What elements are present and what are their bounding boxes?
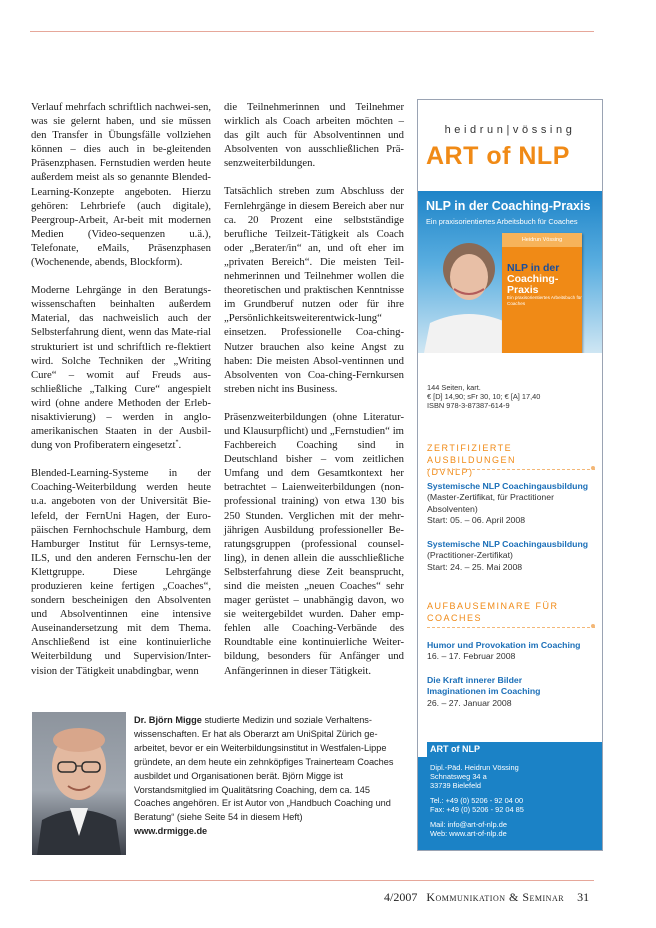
paragraph: Blended-Learning-Systeme in der Coaching-Weiterbildung werden heute u.a. angeboten von der Universität Bie-lefeld, der FernUni Hagen, der Euro-päischen Fernhochschule Hamburg, dem Hamburger Institut für Lernsys-teme, ILS, und den anderen Fernschu-len der Klettgruppe. Diese Lehrgänge produzieren keine fertigen „Coaches“, sondern bescheinigen den Absolventen und Absolventinnen eine intensive Auseinandersetzung mit dem Thema. Anschließend ist eine kontinuierliche Weiterbildung und Supervision/Inter-vision der Tätigkeit unabdingbar, wenn bbox=[31, 467, 211, 677]
contact-web-link[interactable]: Web: www.art-of-nlp.de bbox=[430, 829, 507, 838]
author-bio bbox=[134, 714, 404, 839]
contact-heading: ART of NLP bbox=[427, 742, 530, 757]
section-heading-certified: ZERTIFIZIERTE AUSBILDUNGEN (DVNLP) bbox=[427, 443, 517, 477]
course-item: Systemische NLP Coachingausbildung (Master-Zertifikat, für Practitioner Absolventen) Start: 05. – 06. April 2008 bbox=[427, 481, 589, 526]
advertisement bbox=[417, 99, 603, 851]
author-url-link[interactable]: www.drmigge.de bbox=[134, 826, 208, 837]
course-item: Systemische NLP Coachingausbildung (Practitioner-Zertifikat) Start: 24. – 25. Mai 2008 bbox=[427, 539, 589, 572]
paragraph: Verlauf mehrfach schriftlich nachwei-sen, was sie gelernt haben, und sie müssen den Transfer in Übungsfälle vollziehen können – dies auch in be-gleitenden Präsenzphasen. Fernstudien werden heute außerdem meist als so genannte Blended-Learning-Konzepte angeboten. Hierzu gehören: Lehrbriefe (auch digitale), Peergroup-Arbeit, Ar-beit mit modernen Medien (Video-sequenzen u.ä.), Telefonate, eMails, Präsenzphasen (Wochenende, abends, Blockform). bbox=[31, 101, 211, 269]
book-author: Heidrun Vössing bbox=[502, 233, 582, 247]
paragraph: Tatsächlich streben zum Abschluss der Fernlehrgänge in diesem Bereich aber nur ca. 20 Prozent eine selbstständige berufliche Teilzeit-Tätigkeit als Coach oder „Berater/in“ an, und oft eher im „privaten Bereich“. Die meisten Teil-nehmerinnen und Teilnehmer wollen die theoretischen und praktischen Kenntnisse im Grundberuf nutzen oder für ihre „Persönlichkeitsweiterentwick-lung“ einsetzen. Professionelle Coa-ching-Nutzer brauchen also keine Angst zu haben: Die meisten Absol-ventinnen und Absolventen von Coa-ching-Fernkursen streben nicht ins Business. bbox=[224, 185, 404, 395]
course-item: Die Kraft innerer Bilder Imaginationen im Coaching 26. – 27. Januar 2008 bbox=[427, 675, 541, 708]
contact-mail-link[interactable]: Mail: info@art-of-nlp.de bbox=[430, 820, 507, 829]
paragraph: Moderne Lehrgänge in den Beratungs-wissenschaften beinhalten außerdem Material, das nachweislich auch der Selbsterfahrung dient, wenn das Mate-rial strukturiert ist und schriftlich re-flektiert wird. Solche Techniken der „Writing Cure“ – womit auf Freuds aus-schließliche „Talking Cure“ angespielt wird (ohne andere Methoden der Erleb-nisaktivierung) – werden in anglo-amerikanischen Staaten in der Ausbil-dung von Profiberatern eingesetzt*. bbox=[31, 284, 211, 452]
banner-subtitle: Ein praxisorientiertes Arbeitsbuch für Coaches bbox=[426, 217, 578, 226]
ad-brand: heidrun|vössing bbox=[444, 124, 576, 136]
page-footer bbox=[384, 890, 589, 905]
divider bbox=[427, 469, 595, 470]
author-bio-text: studierte Medizin und soziale Verhaltens-wissenschaften. Er hat als Oberarzt am UniSpital Zürich ge-arbeitet, bevor er ein Weiterbildungsinstitut in Westfalen-Lippe gründete, an dem heute ein zehnköpfiges Trainerteam Coaches ausbildet und Organisationen berät. Björn Migge ist Vorstandsmitglied im Qualitätsring Coaching, dem ca. 145 Coaches angehören. Er ist Autor von „Handbuch Coaching und Beratung“ (siehe Seite 54 in diesem Heft) bbox=[134, 715, 394, 823]
banner-title: NLP in der Coaching-Praxis bbox=[426, 199, 591, 213]
portrait-icon bbox=[32, 712, 126, 855]
author-photo bbox=[32, 712, 126, 855]
contact-bar bbox=[530, 742, 602, 757]
author-portrait-icon bbox=[424, 231, 514, 353]
article-column-1 bbox=[31, 100, 211, 692]
book-title: NLP in der Coaching-Praxis bbox=[507, 262, 560, 296]
footnote-mark: * bbox=[175, 439, 179, 446]
ad-book-banner bbox=[418, 191, 602, 353]
paragraph: Präsenzweiterbildungen (ohne Literatur- und Klausurpflicht) und „Fernstudien“ im Fachbereich Coaching sind in Deutschland bisher – vom zeitlichen Umfang und dem Gesamtkontext her betrachtet – Laienweiterbildungen (non-professional training) von etwa 130 bis 250 Stunden. Verglichen mit der mehr-jährigen Ausbildung professioneller Be-ratungsgruppen (professional counsel-ling), in denen allein die ausschließliche Selbsterfahrung diese Zeit beansprucht, sind die meisten „neuen Coaches“ sehr mager gerüstet – unabhängig davon, wo sie weitergebildet wurden. Daher emp-fehlen alle Coaching-Verbände des Roundtable eine kontinuierliche Weiter-bildung, besonders für Anfänger und Anfängerinnen in dieser Tätigkeit. bbox=[224, 410, 404, 677]
section-heading-advanced: AUFBAUSEMINARE FÜR COACHES bbox=[427, 601, 559, 623]
magazine-name: Kommunikation & Seminar bbox=[426, 890, 565, 904]
issue-number: 4/2007 bbox=[384, 890, 418, 904]
page-number: 31 bbox=[577, 890, 590, 904]
divider bbox=[427, 627, 595, 628]
author-name: Dr. Björn Migge bbox=[134, 715, 202, 725]
article-column-2 bbox=[224, 100, 404, 692]
book-cover bbox=[502, 233, 582, 353]
bottom-rule bbox=[30, 880, 594, 881]
contact-block: Dipl.-Päd. Heidrun Vössing Schnatsweg 34 a 33739 Bielefeld Tel.: +49 (0) 5206 - 92 04 00 Fax: +49 (0) 5206 - 92 04 85 Mail: info@art-of-nlp.de Web: www.art-of-nlp.de bbox=[418, 757, 602, 850]
ad-title: ART of NLP bbox=[426, 142, 570, 170]
paragraph: die Teilnehmerinnen und Teilnehmer wirklich als Coach arbeiten möchten – das gilt auch für Absolventinnen und Absolventen von ausschließlichen Prä-senzweiterbildungen. bbox=[224, 101, 404, 170]
book-subtitle: Ein praxisorientiertes Arbeitsbuch für Coaches bbox=[507, 295, 582, 306]
book-meta: 144 Seiten, kart. € [D] 14,90; sFr 30, 10; € [A] 17,40 ISBN 978-3-87387-614-9 bbox=[427, 383, 541, 410]
course-item: Humor und Provokation im Coaching 16. – 17. Februar 2008 bbox=[427, 640, 581, 662]
top-rule bbox=[30, 31, 594, 32]
